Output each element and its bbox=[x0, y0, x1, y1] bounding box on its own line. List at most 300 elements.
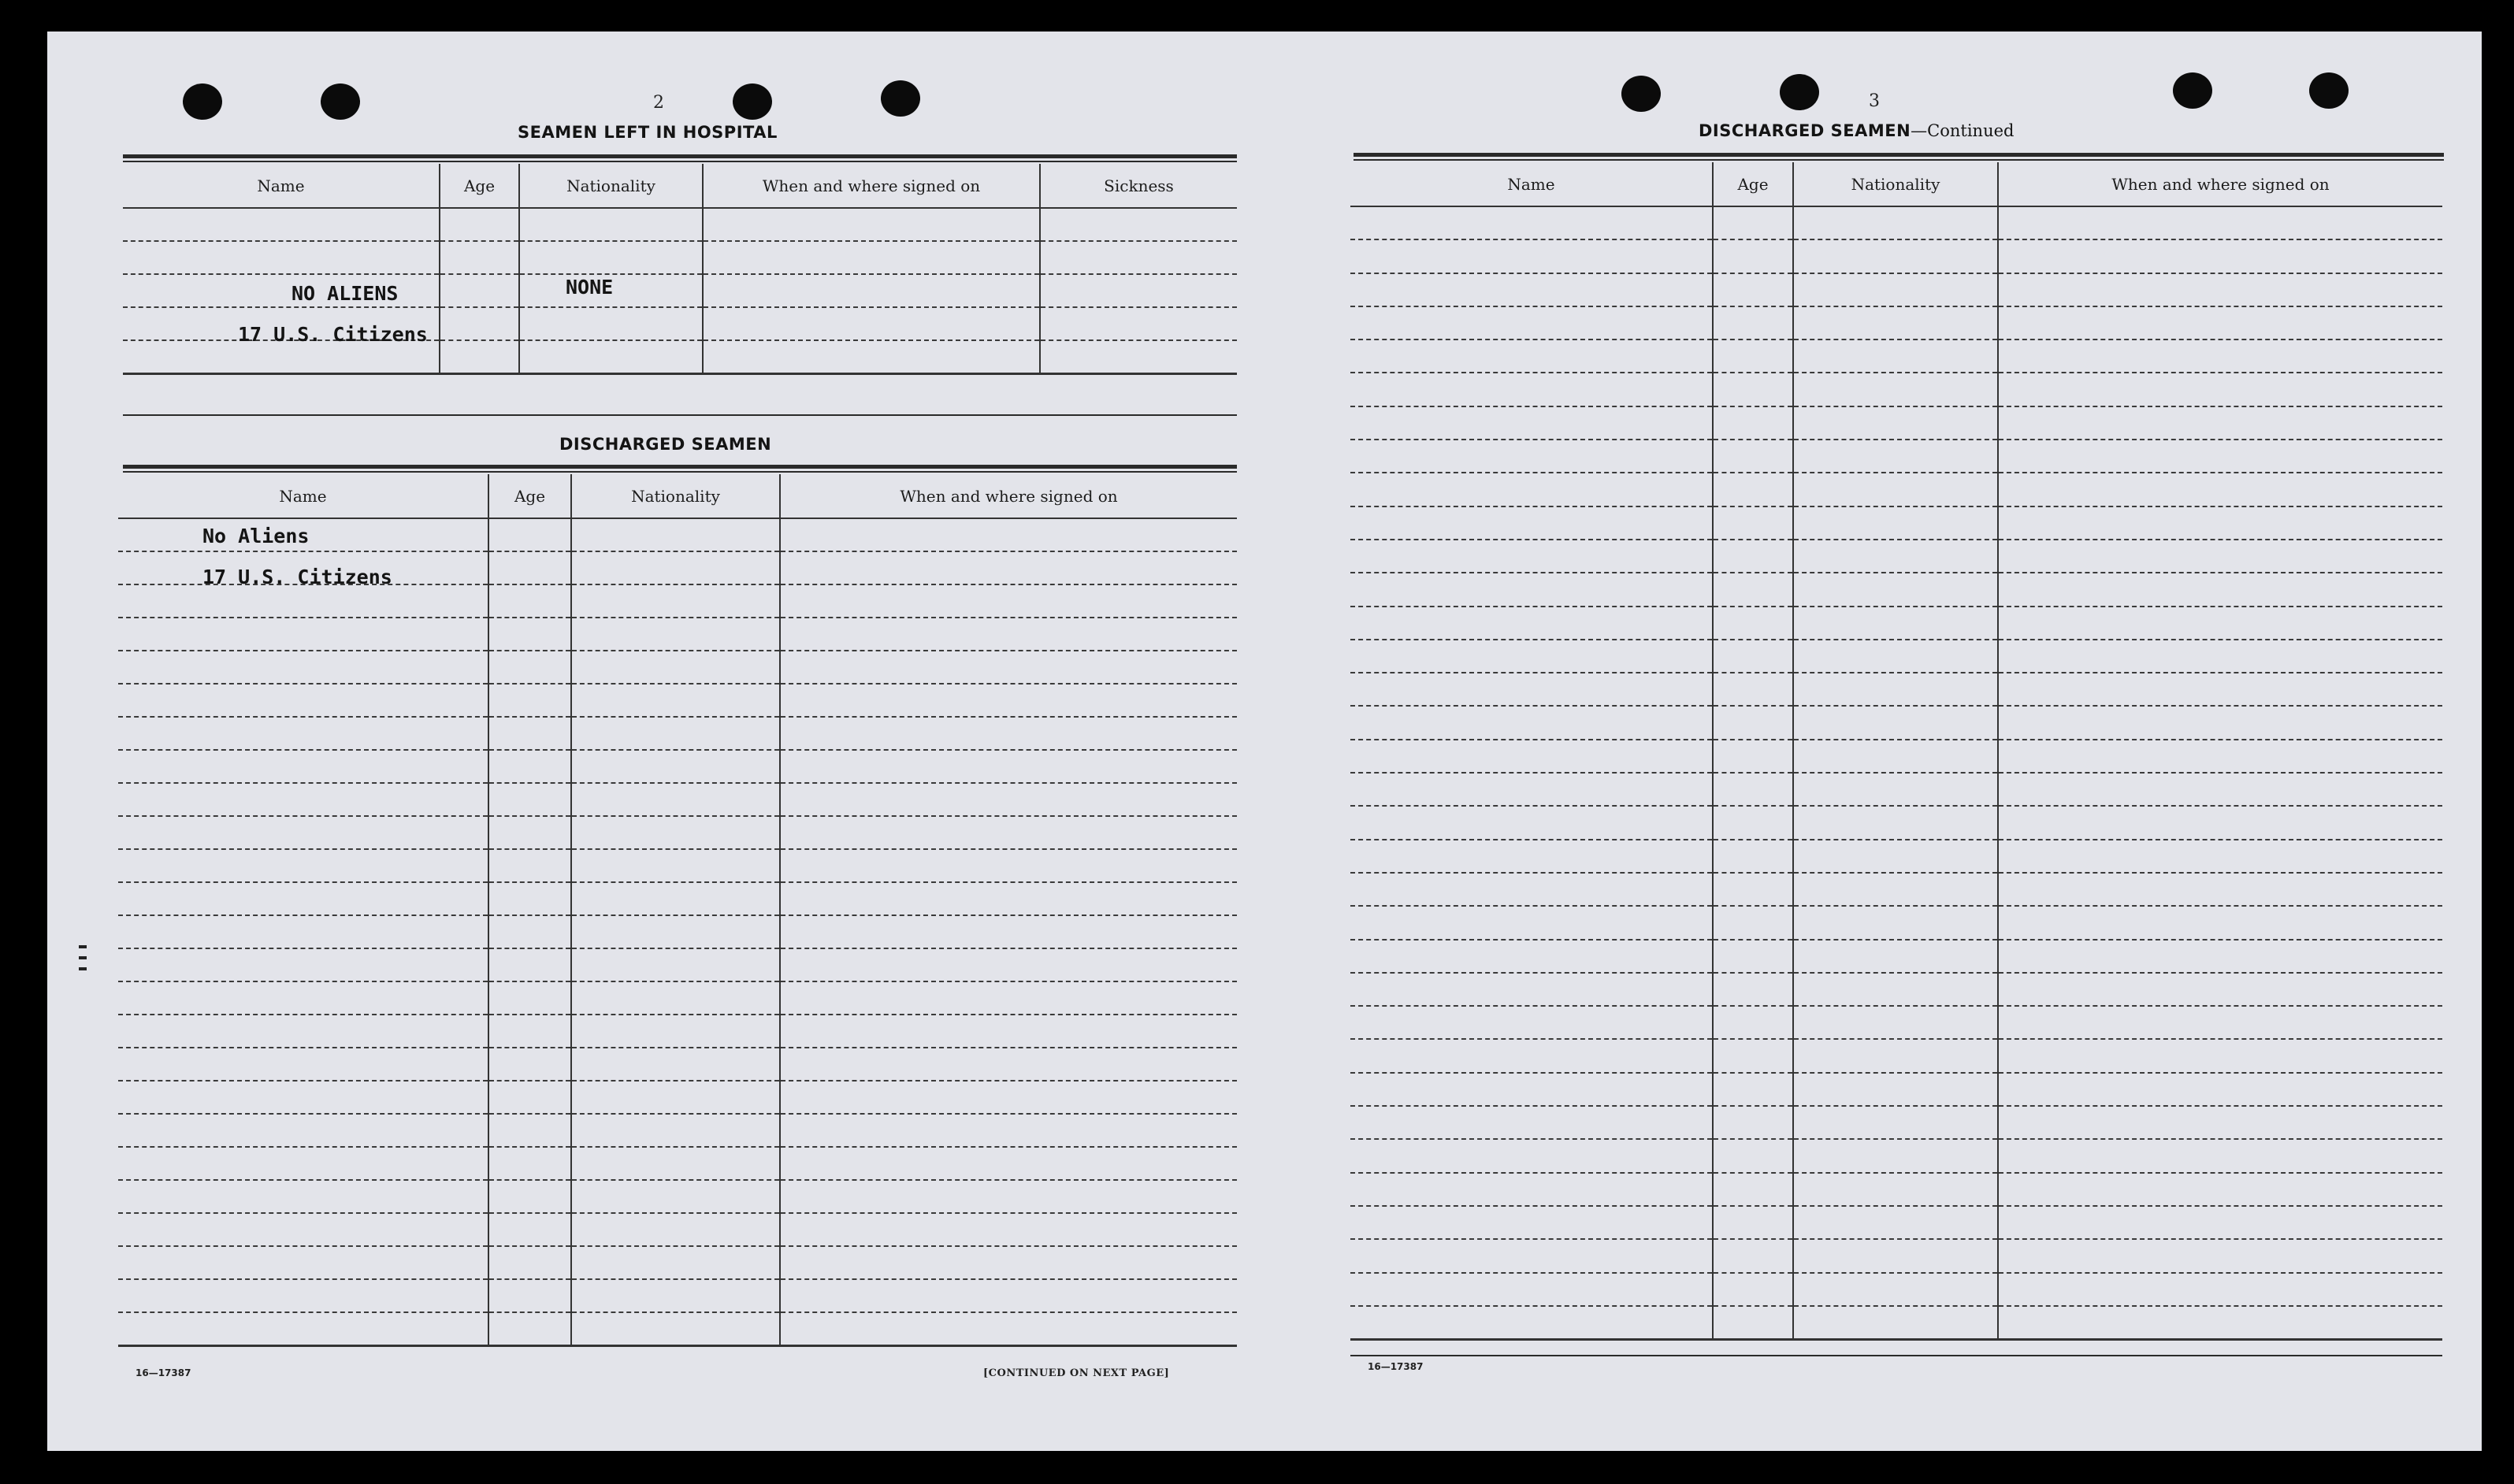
table-cell bbox=[1713, 673, 1793, 706]
divider bbox=[1350, 1355, 2442, 1356]
table-cell bbox=[1713, 1073, 1793, 1106]
table-row bbox=[118, 1246, 1237, 1279]
table-cell bbox=[1713, 1139, 1793, 1172]
table-cell bbox=[571, 1180, 780, 1213]
table-cell bbox=[1350, 206, 1713, 239]
table-cell bbox=[1998, 1073, 2442, 1106]
table-cell bbox=[780, 1147, 1237, 1180]
table-cell bbox=[1998, 339, 2442, 373]
table-cell bbox=[1998, 440, 2442, 473]
table-cell bbox=[1350, 673, 1713, 706]
table-cell bbox=[1793, 906, 1998, 939]
table-cell bbox=[1793, 873, 1998, 906]
divider bbox=[1354, 159, 2444, 161]
table-row bbox=[118, 981, 1237, 1015]
table-row bbox=[1350, 873, 2442, 906]
table-cell bbox=[571, 684, 780, 717]
table-cell bbox=[118, 948, 488, 981]
table-cell bbox=[1713, 906, 1793, 939]
table-cell bbox=[571, 1246, 780, 1279]
table-cell bbox=[1350, 1173, 1713, 1206]
table-row bbox=[118, 882, 1237, 915]
table-row bbox=[118, 1213, 1237, 1246]
table-cell bbox=[1793, 239, 1998, 273]
table-row bbox=[1350, 1239, 2442, 1272]
table-cell bbox=[1350, 506, 1713, 540]
table-cell bbox=[1713, 440, 1793, 473]
divider bbox=[1354, 153, 2444, 157]
table-cell bbox=[571, 1048, 780, 1081]
column-header-nationality: Nationality bbox=[519, 164, 703, 208]
table-cell bbox=[1350, 740, 1713, 773]
page-number-right: 3 bbox=[1869, 91, 1880, 111]
table-cell bbox=[488, 651, 571, 684]
column-header-name: Name bbox=[123, 164, 440, 208]
table-row bbox=[118, 1114, 1237, 1147]
table-cell bbox=[1998, 773, 2442, 806]
table-cell bbox=[118, 618, 488, 651]
table-cell bbox=[1713, 473, 1793, 506]
table-row bbox=[1350, 906, 2442, 939]
table-row bbox=[1350, 540, 2442, 573]
table-cell bbox=[1998, 1039, 2442, 1072]
table-row bbox=[1350, 273, 2442, 306]
table-cell bbox=[1793, 840, 1998, 873]
table-cell bbox=[571, 948, 780, 981]
typed-entry-nationality: NONE bbox=[566, 276, 614, 299]
table-row bbox=[118, 1015, 1237, 1048]
table-cell bbox=[1350, 373, 1713, 406]
form-number-left: 16—17387 bbox=[136, 1367, 191, 1378]
table-cell bbox=[571, 717, 780, 750]
divider bbox=[123, 154, 1237, 158]
table-row bbox=[1350, 1073, 2442, 1106]
table-row bbox=[118, 684, 1237, 717]
divider bbox=[123, 471, 1237, 473]
table-row bbox=[1350, 940, 2442, 973]
table-cell bbox=[1350, 773, 1713, 806]
table-cell bbox=[1998, 806, 2442, 839]
table-cell bbox=[1350, 806, 1713, 839]
table-cell bbox=[1350, 1073, 1713, 1106]
table-cell bbox=[1713, 706, 1793, 739]
table-cell bbox=[118, 915, 488, 948]
table-cell bbox=[1350, 406, 1713, 440]
table-cell bbox=[780, 1048, 1237, 1081]
table-cell bbox=[571, 1312, 780, 1345]
table-cell bbox=[1713, 973, 1793, 1006]
table-cell bbox=[1713, 239, 1793, 273]
table-row bbox=[1350, 1039, 2442, 1072]
table-cell bbox=[1793, 1306, 1998, 1339]
table-row bbox=[1350, 573, 2442, 606]
table-row bbox=[118, 618, 1237, 651]
table-row bbox=[118, 783, 1237, 816]
table-cell bbox=[780, 882, 1237, 915]
table-cell bbox=[1998, 940, 2442, 973]
table-cell bbox=[571, 651, 780, 684]
table-cell bbox=[1793, 673, 1998, 706]
column-header-signed-on: When and where signed on bbox=[703, 164, 1040, 208]
table-row bbox=[1350, 239, 2442, 273]
table-cell bbox=[488, 684, 571, 717]
table-cell bbox=[1998, 239, 2442, 273]
table-cell bbox=[1998, 506, 2442, 540]
table-cell bbox=[1793, 506, 1998, 540]
continued-note: [CONTINUED ON NEXT PAGE] bbox=[983, 1367, 1170, 1379]
table-cell bbox=[780, 1246, 1237, 1279]
punch-hole bbox=[183, 83, 222, 120]
punch-hole bbox=[733, 83, 772, 120]
table-cell bbox=[1793, 1073, 1998, 1106]
table-cell bbox=[1350, 473, 1713, 506]
table-cell bbox=[118, 1081, 488, 1114]
table-row bbox=[118, 651, 1237, 684]
table-row bbox=[118, 717, 1237, 750]
table-cell bbox=[488, 1048, 571, 1081]
table-cell bbox=[1350, 1239, 1713, 1272]
table-cell bbox=[780, 1081, 1237, 1114]
table-row bbox=[1350, 840, 2442, 873]
table-cell bbox=[780, 1180, 1237, 1213]
table-cell bbox=[1998, 706, 2442, 739]
table-row bbox=[118, 1180, 1237, 1213]
table-row bbox=[1350, 339, 2442, 373]
table-cell bbox=[571, 1279, 780, 1312]
table-cell bbox=[118, 1246, 488, 1279]
table-cell bbox=[1793, 373, 1998, 406]
table-cell bbox=[1713, 806, 1793, 839]
table-cell bbox=[118, 882, 488, 915]
table-cell bbox=[1793, 1006, 1998, 1039]
table-cell bbox=[571, 1015, 780, 1048]
table-row bbox=[118, 915, 1237, 948]
table-cell bbox=[780, 981, 1237, 1015]
table-cell bbox=[488, 750, 571, 783]
table-cell bbox=[1793, 306, 1998, 339]
typed-entry-citizens-count: 17 U.S. Citizens bbox=[238, 323, 428, 346]
table-cell bbox=[571, 1114, 780, 1147]
edge-mark bbox=[79, 967, 87, 970]
table-cell bbox=[780, 651, 1237, 684]
table-cell bbox=[1713, 506, 1793, 540]
table-cell bbox=[1793, 473, 1998, 506]
table-cell bbox=[1998, 1206, 2442, 1239]
table-row bbox=[1350, 673, 2442, 706]
table-cell bbox=[488, 1081, 571, 1114]
table-cell bbox=[1350, 873, 1713, 906]
table-row bbox=[118, 750, 1237, 783]
table-cell bbox=[118, 1279, 488, 1312]
table-row bbox=[1350, 640, 2442, 673]
table-cell bbox=[118, 1015, 488, 1048]
table-cell bbox=[780, 1015, 1237, 1048]
table-cell bbox=[1713, 540, 1793, 573]
table-cell bbox=[1350, 239, 1713, 273]
table-cell bbox=[571, 915, 780, 948]
page-number-left: 2 bbox=[653, 93, 664, 113]
table-cell bbox=[488, 1015, 571, 1048]
table-cell bbox=[571, 783, 780, 816]
table-cell bbox=[571, 981, 780, 1015]
table-cell bbox=[488, 981, 571, 1015]
table-cell bbox=[1998, 1106, 2442, 1139]
hospital-section-title: SEAMEN LEFT IN HOSPITAL bbox=[518, 123, 778, 142]
punch-hole bbox=[1780, 74, 1819, 110]
table-row bbox=[118, 1048, 1237, 1081]
table-cell bbox=[780, 783, 1237, 816]
table-row bbox=[118, 816, 1237, 849]
table-cell bbox=[1793, 940, 1998, 973]
table-cell bbox=[1998, 840, 2442, 873]
table-cell bbox=[1350, 906, 1713, 939]
table-cell bbox=[1350, 273, 1713, 306]
table-row bbox=[1350, 206, 2442, 239]
table-cell bbox=[571, 849, 780, 882]
table-cell bbox=[118, 783, 488, 816]
table-row bbox=[123, 274, 1237, 307]
table-cell bbox=[1350, 573, 1713, 606]
table-cell bbox=[488, 1213, 571, 1246]
discharged-continued-title bbox=[1699, 121, 2014, 140]
table-cell bbox=[1998, 906, 2442, 939]
table-row bbox=[1350, 1306, 2442, 1339]
table-row bbox=[1350, 406, 2442, 440]
table-cell bbox=[780, 684, 1237, 717]
column-header-age: Age bbox=[1713, 162, 1793, 206]
table-cell bbox=[118, 750, 488, 783]
table-row bbox=[1350, 773, 2442, 806]
table-cell bbox=[1998, 607, 2442, 640]
table-cell bbox=[1713, 339, 1793, 373]
table-cell bbox=[1350, 1006, 1713, 1039]
table-cell bbox=[1713, 1306, 1793, 1339]
table-cell bbox=[488, 1246, 571, 1279]
punch-hole bbox=[2309, 72, 2349, 109]
table-cell bbox=[571, 618, 780, 651]
table-row bbox=[1350, 1106, 2442, 1139]
table-cell bbox=[1713, 406, 1793, 440]
table-cell bbox=[1350, 1273, 1713, 1306]
table-row bbox=[1350, 306, 2442, 339]
table-cell bbox=[1350, 1106, 1713, 1139]
table-cell bbox=[571, 1213, 780, 1246]
table-row bbox=[1350, 506, 2442, 540]
table-cell bbox=[488, 1147, 571, 1180]
table-cell bbox=[1793, 540, 1998, 573]
table-cell bbox=[1998, 273, 2442, 306]
table-cell bbox=[1793, 1273, 1998, 1306]
discharged-section-title: DISCHARGED SEAMEN bbox=[559, 435, 772, 454]
table-row bbox=[118, 1279, 1237, 1312]
table-row bbox=[118, 849, 1237, 882]
table-row bbox=[1350, 740, 2442, 773]
table-row bbox=[1350, 440, 2442, 473]
table-cell bbox=[1793, 640, 1998, 673]
table-cell bbox=[1998, 740, 2442, 773]
table-cell bbox=[1998, 973, 2442, 1006]
table-row bbox=[1350, 806, 2442, 839]
table-cell bbox=[1713, 640, 1793, 673]
table-cell bbox=[488, 816, 571, 849]
table-cell bbox=[1793, 1039, 1998, 1072]
table-row bbox=[1350, 607, 2442, 640]
table-row bbox=[118, 1312, 1237, 1345]
table-cell bbox=[1350, 940, 1713, 973]
table-cell bbox=[571, 551, 780, 584]
table-cell bbox=[1350, 1039, 1713, 1072]
table-cell bbox=[1713, 873, 1793, 906]
table-cell bbox=[571, 1081, 780, 1114]
form-number-right: 16—17387 bbox=[1368, 1361, 1424, 1372]
table-cell bbox=[1998, 673, 2442, 706]
table-cell bbox=[488, 717, 571, 750]
table-cell bbox=[118, 1312, 488, 1345]
ledger-sheet bbox=[47, 32, 2482, 1451]
table-row bbox=[1350, 1206, 2442, 1239]
table-cell bbox=[1998, 873, 2442, 906]
table-row bbox=[118, 1081, 1237, 1114]
table-cell bbox=[488, 1312, 571, 1345]
edge-mark bbox=[79, 945, 87, 948]
table-cell bbox=[488, 551, 571, 584]
table-cell bbox=[1793, 740, 1998, 773]
table-cell bbox=[1793, 1206, 1998, 1239]
table-cell bbox=[1713, 273, 1793, 306]
table-cell bbox=[1713, 206, 1793, 239]
table-cell bbox=[780, 948, 1237, 981]
table-cell bbox=[780, 551, 1237, 584]
table-cell bbox=[1713, 1039, 1793, 1072]
column-header-nationality: Nationality bbox=[571, 474, 780, 518]
table-cell bbox=[118, 684, 488, 717]
table-row bbox=[1350, 373, 2442, 406]
table-cell bbox=[1350, 607, 1713, 640]
table-cell bbox=[1713, 1273, 1793, 1306]
table-cell bbox=[1793, 440, 1998, 473]
table-cell bbox=[1713, 306, 1793, 339]
table-cell bbox=[1350, 1306, 1713, 1339]
typed-entry-no-aliens: No Aliens bbox=[202, 525, 310, 547]
column-header-name: Name bbox=[1350, 162, 1713, 206]
table-cell bbox=[1793, 339, 1998, 373]
table-row bbox=[1350, 1173, 2442, 1206]
table-cell bbox=[488, 618, 571, 651]
table-cell bbox=[780, 1279, 1237, 1312]
table-cell bbox=[118, 651, 488, 684]
table-row bbox=[1350, 1139, 2442, 1172]
table-cell bbox=[1998, 1306, 2442, 1339]
table-cell bbox=[1998, 640, 2442, 673]
table-cell bbox=[1713, 1239, 1793, 1272]
table-cell bbox=[1793, 607, 1998, 640]
divider bbox=[123, 465, 1237, 469]
table-cell bbox=[1350, 973, 1713, 1006]
table-cell bbox=[1713, 840, 1793, 873]
table-cell bbox=[1998, 406, 2442, 440]
table-row bbox=[1350, 1006, 2442, 1039]
table-cell bbox=[118, 816, 488, 849]
punch-hole bbox=[881, 80, 920, 117]
typed-entry-citizens-count: 17 U.S. Citizens bbox=[202, 566, 392, 588]
table-row bbox=[1350, 473, 2442, 506]
table-cell bbox=[118, 1180, 488, 1213]
table-cell bbox=[1998, 1173, 2442, 1206]
table-cell bbox=[1793, 406, 1998, 440]
title-main: DISCHARGED SEAMEN bbox=[1699, 121, 1911, 140]
table-cell bbox=[1350, 440, 1713, 473]
table-cell bbox=[118, 1213, 488, 1246]
table-cell bbox=[1793, 773, 1998, 806]
table-cell bbox=[1793, 1239, 1998, 1272]
table-row bbox=[118, 1147, 1237, 1180]
table-cell bbox=[1713, 740, 1793, 773]
column-header-age: Age bbox=[488, 474, 571, 518]
table-cell bbox=[780, 1312, 1237, 1345]
table-row bbox=[123, 208, 1237, 241]
table-cell bbox=[1350, 306, 1713, 339]
table-cell bbox=[1998, 1139, 2442, 1172]
divider bbox=[123, 414, 1237, 416]
table-row bbox=[1350, 706, 2442, 739]
table-cell bbox=[1998, 540, 2442, 573]
table-cell bbox=[1713, 1006, 1793, 1039]
table-cell bbox=[780, 717, 1237, 750]
table-cell bbox=[780, 816, 1237, 849]
table-row bbox=[1350, 1273, 2442, 1306]
table-cell bbox=[1793, 806, 1998, 839]
table-cell bbox=[488, 1279, 571, 1312]
table-cell bbox=[1793, 206, 1998, 239]
title-continued: —Continued bbox=[1911, 121, 2015, 140]
table-cell bbox=[488, 915, 571, 948]
discharged-table bbox=[118, 474, 1237, 1347]
table-cell bbox=[118, 584, 488, 618]
table-cell bbox=[1713, 573, 1793, 606]
table-cell bbox=[1713, 1173, 1793, 1206]
typed-entry-no-aliens: NO ALIENS bbox=[292, 282, 399, 305]
table-cell bbox=[118, 1147, 488, 1180]
table-cell bbox=[571, 584, 780, 618]
punch-hole bbox=[2173, 72, 2212, 109]
table-cell bbox=[1350, 706, 1713, 739]
table-cell bbox=[571, 750, 780, 783]
table-cell bbox=[1350, 1139, 1713, 1172]
table-cell bbox=[1793, 273, 1998, 306]
table-cell bbox=[1350, 540, 1713, 573]
punch-hole bbox=[1621, 76, 1661, 112]
table-cell bbox=[1998, 1273, 2442, 1306]
table-cell bbox=[780, 584, 1237, 618]
table-row bbox=[1350, 973, 2442, 1006]
table-cell bbox=[1713, 1106, 1793, 1139]
column-header-signed-on: When and where signed on bbox=[1998, 162, 2442, 206]
table-cell bbox=[118, 981, 488, 1015]
table-cell bbox=[1793, 706, 1998, 739]
column-header-name: Name bbox=[118, 474, 488, 518]
table-cell bbox=[1713, 373, 1793, 406]
table-row bbox=[118, 584, 1237, 618]
column-header-nationality: Nationality bbox=[1793, 162, 1998, 206]
column-header-signed-on: When and where signed on bbox=[780, 474, 1237, 518]
table-cell bbox=[780, 849, 1237, 882]
table-cell bbox=[571, 816, 780, 849]
table-cell bbox=[571, 518, 780, 551]
table-cell bbox=[488, 783, 571, 816]
table-cell bbox=[571, 1147, 780, 1180]
column-header-age: Age bbox=[440, 164, 519, 208]
table-cell bbox=[1350, 840, 1713, 873]
